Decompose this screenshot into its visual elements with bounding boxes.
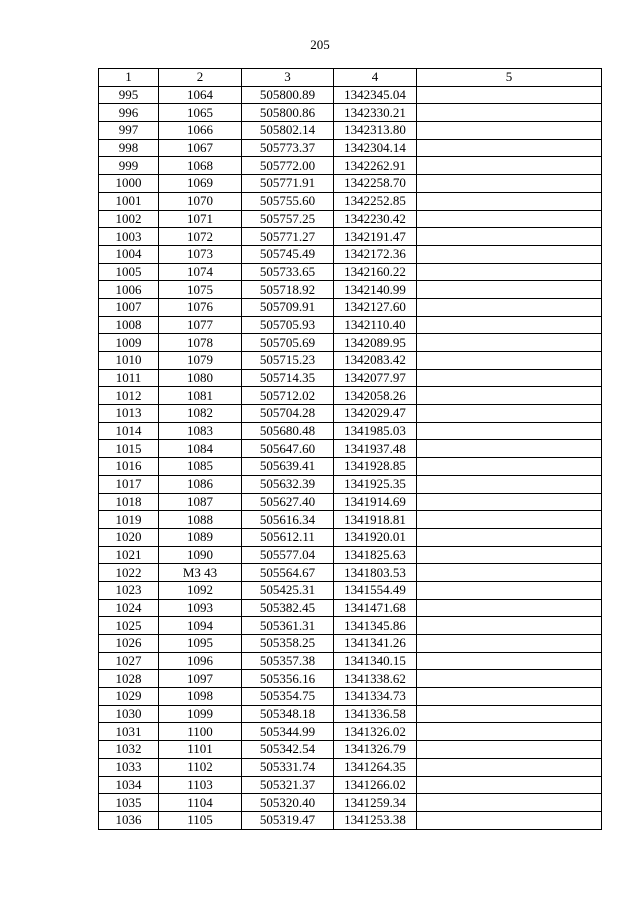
x-coordinate-cell: 505757.25 bbox=[242, 210, 334, 228]
x-coordinate-cell: 505564.67 bbox=[242, 564, 334, 582]
point-id-cell: 1066 bbox=[159, 122, 242, 140]
column-header-4: 4 bbox=[334, 69, 417, 87]
row-number-cell: 1032 bbox=[99, 741, 159, 759]
point-id-cell: 1084 bbox=[159, 440, 242, 458]
row-number-cell: 1030 bbox=[99, 705, 159, 723]
point-id-cell: 1079 bbox=[159, 352, 242, 370]
table-row bbox=[99, 581, 602, 599]
y-coordinate-cell: 1342172.36 bbox=[334, 245, 417, 263]
row-number-cell: 1027 bbox=[99, 652, 159, 670]
note-cell bbox=[417, 316, 602, 334]
point-id-cell: 1086 bbox=[159, 475, 242, 493]
x-coordinate-cell: 505356.16 bbox=[242, 670, 334, 688]
table-row bbox=[99, 811, 602, 829]
y-coordinate-cell: 1341326.79 bbox=[334, 741, 417, 759]
note-cell bbox=[417, 281, 602, 299]
point-id-cell: 1083 bbox=[159, 422, 242, 440]
y-coordinate-cell: 1341914.69 bbox=[334, 493, 417, 511]
row-number-cell: 1029 bbox=[99, 688, 159, 706]
point-id-cell: 1097 bbox=[159, 670, 242, 688]
column-header-1: 1 bbox=[99, 69, 159, 87]
x-coordinate-cell: 505331.74 bbox=[242, 758, 334, 776]
column-header-3: 3 bbox=[242, 69, 334, 87]
table-row bbox=[99, 139, 602, 157]
note-cell bbox=[417, 369, 602, 387]
row-number-cell: 1004 bbox=[99, 245, 159, 263]
table-row bbox=[99, 298, 602, 316]
y-coordinate-cell: 1341264.35 bbox=[334, 758, 417, 776]
row-number-cell: 1007 bbox=[99, 298, 159, 316]
table-row bbox=[99, 210, 602, 228]
point-id-cell: 1076 bbox=[159, 298, 242, 316]
point-id-cell: 1105 bbox=[159, 811, 242, 829]
note-cell bbox=[417, 581, 602, 599]
point-id-cell: 1081 bbox=[159, 387, 242, 405]
table-row bbox=[99, 316, 602, 334]
row-number-cell: 1023 bbox=[99, 581, 159, 599]
x-coordinate-cell: 505712.02 bbox=[242, 387, 334, 405]
point-id-cell: 1090 bbox=[159, 546, 242, 564]
y-coordinate-cell: 1342077.97 bbox=[334, 369, 417, 387]
table-row bbox=[99, 705, 602, 723]
row-number-cell: 1019 bbox=[99, 511, 159, 529]
row-number-cell: 997 bbox=[99, 122, 159, 140]
row-number-cell: 1005 bbox=[99, 263, 159, 281]
y-coordinate-cell: 1341925.35 bbox=[334, 475, 417, 493]
y-coordinate-cell: 1342262.91 bbox=[334, 157, 417, 175]
table-row bbox=[99, 281, 602, 299]
table-row bbox=[99, 652, 602, 670]
point-id-cell: 1067 bbox=[159, 139, 242, 157]
point-id-cell: 1082 bbox=[159, 405, 242, 423]
note-cell bbox=[417, 670, 602, 688]
point-id-cell: 1072 bbox=[159, 228, 242, 246]
point-id-cell: 1069 bbox=[159, 175, 242, 193]
point-id-cell: 1073 bbox=[159, 245, 242, 263]
point-id-cell: 1103 bbox=[159, 776, 242, 794]
table-row bbox=[99, 228, 602, 246]
point-id-cell: 1099 bbox=[159, 705, 242, 723]
row-number-cell: 1009 bbox=[99, 334, 159, 352]
y-coordinate-cell: 1342160.22 bbox=[334, 263, 417, 281]
column-header-2: 2 bbox=[159, 69, 242, 87]
table-row bbox=[99, 723, 602, 741]
y-coordinate-cell: 1341554.49 bbox=[334, 581, 417, 599]
row-number-cell: 1011 bbox=[99, 369, 159, 387]
table-row bbox=[99, 599, 602, 617]
point-id-cell: 1102 bbox=[159, 758, 242, 776]
x-coordinate-cell: 505715.23 bbox=[242, 352, 334, 370]
note-cell bbox=[417, 599, 602, 617]
note-cell bbox=[417, 245, 602, 263]
point-id-cell: 1100 bbox=[159, 723, 242, 741]
table-row bbox=[99, 157, 602, 175]
row-number-cell: 1003 bbox=[99, 228, 159, 246]
note-cell bbox=[417, 440, 602, 458]
y-coordinate-cell: 1341345.86 bbox=[334, 617, 417, 635]
table-row bbox=[99, 776, 602, 794]
y-coordinate-cell: 1342083.42 bbox=[334, 352, 417, 370]
row-number-cell: 1036 bbox=[99, 811, 159, 829]
point-id-cell: 1071 bbox=[159, 210, 242, 228]
x-coordinate-cell: 505616.34 bbox=[242, 511, 334, 529]
x-coordinate-cell: 505627.40 bbox=[242, 493, 334, 511]
y-coordinate-cell: 1341259.34 bbox=[334, 794, 417, 812]
table-row bbox=[99, 352, 602, 370]
table-row bbox=[99, 528, 602, 546]
note-cell bbox=[417, 228, 602, 246]
x-coordinate-cell: 505361.31 bbox=[242, 617, 334, 635]
y-coordinate-cell: 1341266.02 bbox=[334, 776, 417, 794]
point-id-cell: 1074 bbox=[159, 263, 242, 281]
point-id-cell: 1104 bbox=[159, 794, 242, 812]
note-cell bbox=[417, 139, 602, 157]
row-number-cell: 1012 bbox=[99, 387, 159, 405]
x-coordinate-cell: 505773.37 bbox=[242, 139, 334, 157]
table-row bbox=[99, 670, 602, 688]
y-coordinate-cell: 1341326.02 bbox=[334, 723, 417, 741]
point-id-cell: МЗ 43 bbox=[159, 564, 242, 582]
x-coordinate-cell: 505357.38 bbox=[242, 652, 334, 670]
x-coordinate-cell: 505733.65 bbox=[242, 263, 334, 281]
note-cell bbox=[417, 758, 602, 776]
x-coordinate-cell: 505348.18 bbox=[242, 705, 334, 723]
x-coordinate-cell: 505704.28 bbox=[242, 405, 334, 423]
note-cell bbox=[417, 352, 602, 370]
x-coordinate-cell: 505705.69 bbox=[242, 334, 334, 352]
table-row bbox=[99, 458, 602, 476]
point-id-cell: 1064 bbox=[159, 86, 242, 104]
point-id-cell: 1075 bbox=[159, 281, 242, 299]
y-coordinate-cell: 1341338.62 bbox=[334, 670, 417, 688]
y-coordinate-cell: 1342230.42 bbox=[334, 210, 417, 228]
x-coordinate-cell: 505342.54 bbox=[242, 741, 334, 759]
point-id-cell: 1094 bbox=[159, 617, 242, 635]
point-id-cell: 1078 bbox=[159, 334, 242, 352]
note-cell bbox=[417, 776, 602, 794]
y-coordinate-cell: 1341471.68 bbox=[334, 599, 417, 617]
y-coordinate-cell: 1341334.73 bbox=[334, 688, 417, 706]
page-number: 205 bbox=[310, 37, 330, 52]
note-cell bbox=[417, 104, 602, 122]
row-number-cell: 1034 bbox=[99, 776, 159, 794]
row-number-cell: 1025 bbox=[99, 617, 159, 635]
table-header-row bbox=[99, 69, 602, 87]
y-coordinate-cell: 1341336.58 bbox=[334, 705, 417, 723]
row-number-cell: 1035 bbox=[99, 794, 159, 812]
y-coordinate-cell: 1341825.63 bbox=[334, 546, 417, 564]
table-row bbox=[99, 104, 602, 122]
point-id-cell: 1065 bbox=[159, 104, 242, 122]
x-coordinate-cell: 505680.48 bbox=[242, 422, 334, 440]
x-coordinate-cell: 505800.86 bbox=[242, 104, 334, 122]
note-cell bbox=[417, 210, 602, 228]
table-row bbox=[99, 422, 602, 440]
row-number-cell: 1015 bbox=[99, 440, 159, 458]
table-body bbox=[99, 86, 602, 829]
point-id-cell: 1068 bbox=[159, 157, 242, 175]
x-coordinate-cell: 505425.31 bbox=[242, 581, 334, 599]
note-cell bbox=[417, 122, 602, 140]
x-coordinate-cell: 505705.93 bbox=[242, 316, 334, 334]
point-id-cell: 1085 bbox=[159, 458, 242, 476]
row-number-cell: 995 bbox=[99, 86, 159, 104]
column-header-5: 5 bbox=[417, 69, 602, 87]
note-cell bbox=[417, 546, 602, 564]
row-number-cell: 1031 bbox=[99, 723, 159, 741]
row-number-cell: 1008 bbox=[99, 316, 159, 334]
row-number-cell: 1006 bbox=[99, 281, 159, 299]
y-coordinate-cell: 1342140.99 bbox=[334, 281, 417, 299]
note-cell bbox=[417, 652, 602, 670]
note-cell bbox=[417, 705, 602, 723]
row-number-cell: 1014 bbox=[99, 422, 159, 440]
row-number-cell: 1020 bbox=[99, 528, 159, 546]
row-number-cell: 1002 bbox=[99, 210, 159, 228]
point-id-cell: 1087 bbox=[159, 493, 242, 511]
note-cell bbox=[417, 493, 602, 511]
y-coordinate-cell: 1342127.60 bbox=[334, 298, 417, 316]
table-row bbox=[99, 635, 602, 653]
x-coordinate-cell: 505755.60 bbox=[242, 192, 334, 210]
x-coordinate-cell: 505612.11 bbox=[242, 528, 334, 546]
row-number-cell: 998 bbox=[99, 139, 159, 157]
y-coordinate-cell: 1342029.47 bbox=[334, 405, 417, 423]
y-coordinate-cell: 1341253.38 bbox=[334, 811, 417, 829]
point-id-cell: 1077 bbox=[159, 316, 242, 334]
x-coordinate-cell: 505772.00 bbox=[242, 157, 334, 175]
x-coordinate-cell: 505771.27 bbox=[242, 228, 334, 246]
point-id-cell: 1096 bbox=[159, 652, 242, 670]
y-coordinate-cell: 1342258.70 bbox=[334, 175, 417, 193]
row-number-cell: 1028 bbox=[99, 670, 159, 688]
y-coordinate-cell: 1342058.26 bbox=[334, 387, 417, 405]
point-id-cell: 1095 bbox=[159, 635, 242, 653]
table-row bbox=[99, 192, 602, 210]
x-coordinate-cell: 505709.91 bbox=[242, 298, 334, 316]
point-id-cell: 1092 bbox=[159, 581, 242, 599]
x-coordinate-cell: 505647.60 bbox=[242, 440, 334, 458]
coordinates-table bbox=[98, 68, 602, 830]
table-row bbox=[99, 475, 602, 493]
x-coordinate-cell: 505632.39 bbox=[242, 475, 334, 493]
note-cell bbox=[417, 811, 602, 829]
row-number-cell: 1016 bbox=[99, 458, 159, 476]
note-cell bbox=[417, 192, 602, 210]
row-number-cell: 1013 bbox=[99, 405, 159, 423]
table-row bbox=[99, 546, 602, 564]
y-coordinate-cell: 1341341.26 bbox=[334, 635, 417, 653]
x-coordinate-cell: 505344.99 bbox=[242, 723, 334, 741]
table-row bbox=[99, 86, 602, 104]
table-row bbox=[99, 511, 602, 529]
table-row bbox=[99, 369, 602, 387]
table-row bbox=[99, 493, 602, 511]
table-row bbox=[99, 122, 602, 140]
x-coordinate-cell: 505718.92 bbox=[242, 281, 334, 299]
x-coordinate-cell: 505321.37 bbox=[242, 776, 334, 794]
point-id-cell: 1089 bbox=[159, 528, 242, 546]
table-row bbox=[99, 794, 602, 812]
point-id-cell: 1098 bbox=[159, 688, 242, 706]
y-coordinate-cell: 1342345.04 bbox=[334, 86, 417, 104]
note-cell bbox=[417, 157, 602, 175]
row-number-cell: 1017 bbox=[99, 475, 159, 493]
y-coordinate-cell: 1341918.81 bbox=[334, 511, 417, 529]
row-number-cell: 996 bbox=[99, 104, 159, 122]
note-cell bbox=[417, 458, 602, 476]
table-row bbox=[99, 564, 602, 582]
row-number-cell: 1010 bbox=[99, 352, 159, 370]
note-cell bbox=[417, 564, 602, 582]
row-number-cell: 1001 bbox=[99, 192, 159, 210]
point-id-cell: 1080 bbox=[159, 369, 242, 387]
table-row bbox=[99, 245, 602, 263]
y-coordinate-cell: 1342089.95 bbox=[334, 334, 417, 352]
table-row bbox=[99, 263, 602, 281]
note-cell bbox=[417, 263, 602, 281]
y-coordinate-cell: 1342110.40 bbox=[334, 316, 417, 334]
note-cell bbox=[417, 387, 602, 405]
x-coordinate-cell: 505577.04 bbox=[242, 546, 334, 564]
table-row bbox=[99, 758, 602, 776]
x-coordinate-cell: 505771.91 bbox=[242, 175, 334, 193]
row-number-cell: 1018 bbox=[99, 493, 159, 511]
row-number-cell: 1026 bbox=[99, 635, 159, 653]
note-cell bbox=[417, 405, 602, 423]
table-row bbox=[99, 175, 602, 193]
note-cell bbox=[417, 741, 602, 759]
table-row bbox=[99, 334, 602, 352]
point-id-cell: 1070 bbox=[159, 192, 242, 210]
note-cell bbox=[417, 635, 602, 653]
note-cell bbox=[417, 617, 602, 635]
y-coordinate-cell: 1341920.01 bbox=[334, 528, 417, 546]
y-coordinate-cell: 1341928.85 bbox=[334, 458, 417, 476]
x-coordinate-cell: 505802.14 bbox=[242, 122, 334, 140]
x-coordinate-cell: 505358.25 bbox=[242, 635, 334, 653]
table-row bbox=[99, 617, 602, 635]
x-coordinate-cell: 505800.89 bbox=[242, 86, 334, 104]
row-number-cell: 1000 bbox=[99, 175, 159, 193]
table-row bbox=[99, 741, 602, 759]
table-row bbox=[99, 440, 602, 458]
point-id-cell: 1093 bbox=[159, 599, 242, 617]
y-coordinate-cell: 1342304.14 bbox=[334, 139, 417, 157]
row-number-cell: 1024 bbox=[99, 599, 159, 617]
y-coordinate-cell: 1342330.21 bbox=[334, 104, 417, 122]
x-coordinate-cell: 505382.45 bbox=[242, 599, 334, 617]
x-coordinate-cell: 505319.47 bbox=[242, 811, 334, 829]
y-coordinate-cell: 1341803.53 bbox=[334, 564, 417, 582]
note-cell bbox=[417, 528, 602, 546]
note-cell bbox=[417, 422, 602, 440]
y-coordinate-cell: 1341937.48 bbox=[334, 440, 417, 458]
note-cell bbox=[417, 334, 602, 352]
point-id-cell: 1088 bbox=[159, 511, 242, 529]
x-coordinate-cell: 505354.75 bbox=[242, 688, 334, 706]
row-number-cell: 1033 bbox=[99, 758, 159, 776]
x-coordinate-cell: 505745.49 bbox=[242, 245, 334, 263]
y-coordinate-cell: 1341985.03 bbox=[334, 422, 417, 440]
note-cell bbox=[417, 475, 602, 493]
x-coordinate-cell: 505714.35 bbox=[242, 369, 334, 387]
y-coordinate-cell: 1342252.85 bbox=[334, 192, 417, 210]
table-row bbox=[99, 387, 602, 405]
note-cell bbox=[417, 511, 602, 529]
y-coordinate-cell: 1342191.47 bbox=[334, 228, 417, 246]
x-coordinate-cell: 505320.40 bbox=[242, 794, 334, 812]
row-number-cell: 999 bbox=[99, 157, 159, 175]
table-row bbox=[99, 688, 602, 706]
note-cell bbox=[417, 688, 602, 706]
row-number-cell: 1021 bbox=[99, 546, 159, 564]
note-cell bbox=[417, 794, 602, 812]
y-coordinate-cell: 1342313.80 bbox=[334, 122, 417, 140]
note-cell bbox=[417, 175, 602, 193]
note-cell bbox=[417, 298, 602, 316]
row-number-cell: 1022 bbox=[99, 564, 159, 582]
note-cell bbox=[417, 86, 602, 104]
y-coordinate-cell: 1341340.15 bbox=[334, 652, 417, 670]
x-coordinate-cell: 505639.41 bbox=[242, 458, 334, 476]
note-cell bbox=[417, 723, 602, 741]
point-id-cell: 1101 bbox=[159, 741, 242, 759]
table-row bbox=[99, 405, 602, 423]
